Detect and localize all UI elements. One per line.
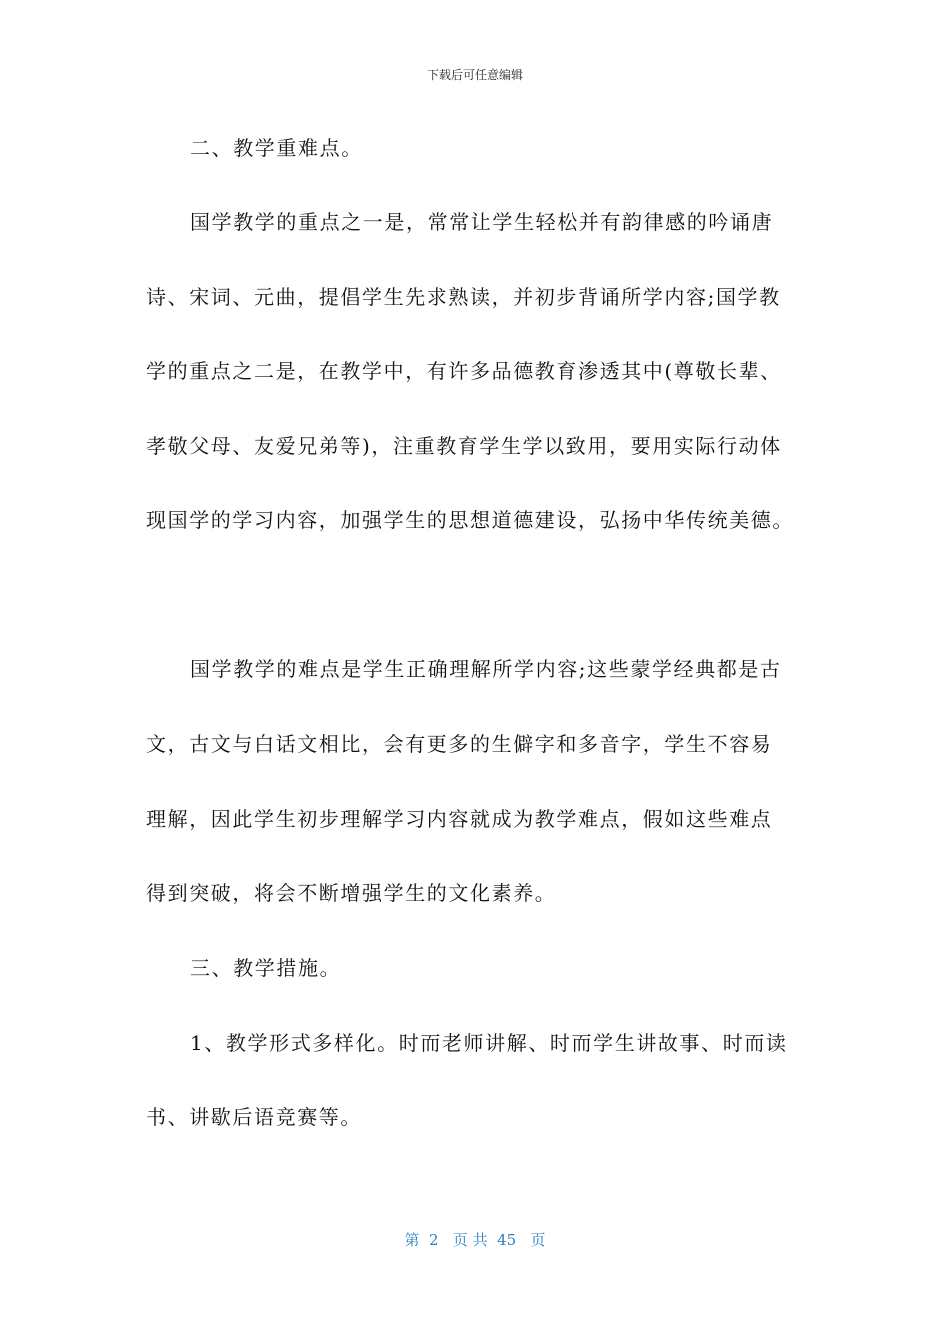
header-note: 下载后可任意编辑 [426, 68, 523, 82]
paragraph-line: 现国学的学习内容，加强学生的思想道德建设，弘扬中华传统美德。 [146, 508, 794, 532]
section-heading-2: 二、教学重难点。 [190, 136, 363, 160]
page-number: 第 2 页 共 45 页 [404, 1231, 546, 1249]
paragraph-line: 理解，因此学生初步理解学习内容就成为教学难点，假如这些难点 [146, 807, 773, 831]
paragraph-line: 诗、宋词、元曲，提倡学生先求熟读，并初步背诵所学内容;国学教 [146, 285, 781, 309]
paragraph-line: 文，古文与白话文相比，会有更多的生僻字和多音字，学生不容易 [146, 732, 773, 756]
paragraph-line: 得到突破，将会不断增强学生的文化素养。 [146, 881, 557, 905]
paragraph-line: 学的重点之二是，在教学中，有许多品德教育渗透其中(尊敬长辈、 [146, 359, 782, 383]
paragraph-line: 书、讲歇后语竞赛等。 [146, 1105, 362, 1129]
section-heading-3: 三、教学措施。 [190, 956, 342, 980]
paragraph-line: 国学教学的难点是学生正确理解所学内容;这些蒙学经典都是古 [190, 657, 782, 681]
paragraph-line: 国学教学的重点之一是，常常让学生轻松并有韵律感的吟诵唐 [190, 210, 774, 234]
paragraph-line: 1、教学形式多样化。时而老师讲解、时而学生讲故事、时而读 [190, 1031, 788, 1055]
paragraph-line: 孝敬父母、友爱兄弟等)，注重教育学生学以致用，要用实际行动体 [146, 434, 782, 458]
